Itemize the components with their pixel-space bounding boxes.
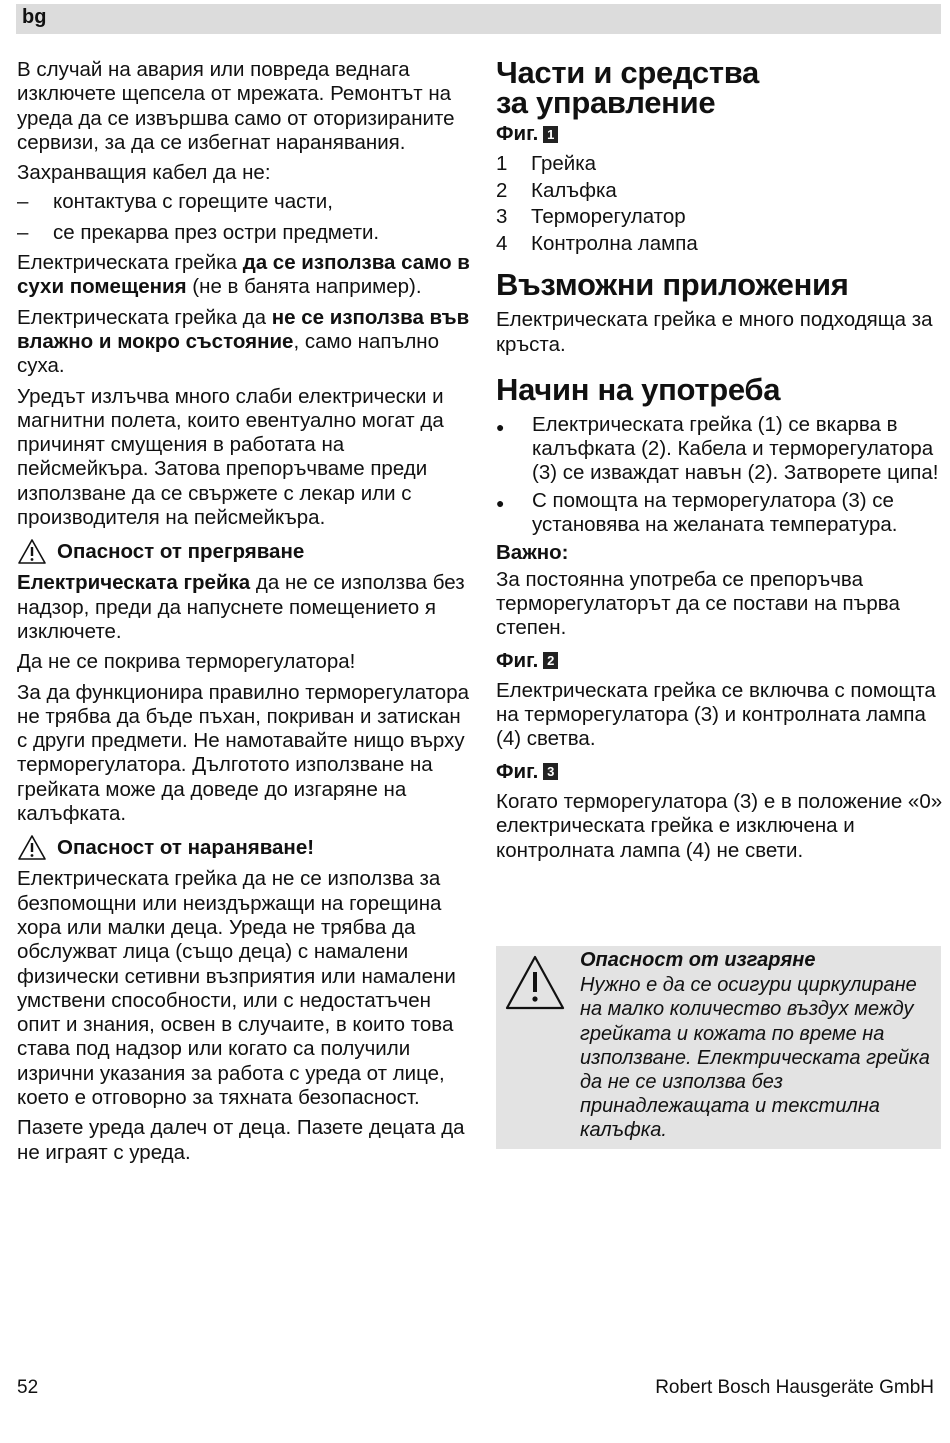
bullet-icon: ● — [496, 494, 505, 511]
language-bar — [16, 4, 941, 34]
warning-icon — [17, 538, 47, 565]
figure-number: 3 — [543, 763, 558, 780]
page-number: 52 — [17, 1377, 39, 1398]
section-heading: Части и средства за управление — [496, 55, 759, 120]
bullet-item: ● Електрическата грейка (1) се вкарва в калъфката (2). Кабела и терморегулатора (3) се изваждат навън (2). Затворете ципа! — [496, 412, 939, 485]
bullet-icon: ● — [496, 418, 505, 435]
warning-heading: Опасност от прегряване — [17, 538, 472, 565]
list-item: 3 Терморегулатор — [496, 205, 686, 229]
paragraph: Уредът излъчва много слаби електрически и магнитни полета, които евентуално могат да причинят смущения в работата на пейсмейкъра. Затова препоръчваме преди използване да се свържете с лекар или с производителя на пейсмейкъра. — [17, 384, 444, 530]
warning-heading: Опасност от нараняване! — [17, 834, 472, 861]
paragraph: Електрическата грейка да не се използва без надзор, преди да напуснете помещението я изключете. — [17, 571, 465, 643]
paragraph: За да функционира правилно терморегулатора не трябва да бъде пъхан, покриван и затискан с други предмети. Не намотавайте нищо върху терморегулатора. Дълготото използване на грейката може да доведе до изгаряне на калъфката. — [17, 680, 470, 826]
list-item: 2 Калъфка — [496, 178, 617, 202]
paragraph: Електрическата грейка е много подходяща за кръста. — [496, 308, 933, 356]
paragraph: Електрическата грейка се включва с помощта на терморегулатора (3) и контролната лампа (4) светва. — [496, 678, 936, 751]
paragraph: Електрическата грейка да се използва само в сухи помещения (не в банята например). — [17, 251, 470, 299]
parts-list — [496, 152, 944, 258]
paragraph: Пазете уреда далеч от деца. Пазете децата да не играят с уреда. — [17, 1116, 465, 1164]
language-code: bg — [22, 6, 47, 28]
list-item: 4 Контролна лампа — [496, 231, 698, 255]
burn-warning-box — [496, 946, 941, 1149]
paragraph: Да не се покрива терморегулатора! — [17, 650, 356, 674]
notice-title: Опасност от изгаряне — [580, 949, 816, 971]
dash-item: – контактува с горещите части, — [17, 190, 333, 214]
figure-ref: Фиг. 3 — [496, 760, 944, 784]
important-label: Важно: — [496, 541, 569, 565]
figure-ref: Фиг. 2 — [496, 649, 944, 673]
figure-number: 2 — [543, 652, 558, 669]
figure-number: 1 — [543, 126, 558, 143]
company-name: Robert Bosch Hausgeräte GmbH — [655, 1377, 934, 1398]
left-column — [17, 58, 472, 1171]
paragraph: Захранващия кабел да не: — [17, 161, 271, 185]
paragraph: В случай на авария или повреда веднага изключете щепсела от мрежата. Ремонтът на уреда да се извършва само от оторизираните сервизи, за да се избегнат наранявания. — [17, 58, 455, 154]
figure-ref: Фиг. 1 — [496, 122, 944, 146]
notice-text: Нужно е да се осигури циркулиране на малко количество въздух между грейката и кожата по време на използване. Електрическата грейка да не се използва без принадлежащата и текстилна калъфка. — [580, 974, 930, 1142]
bullet-item: ● С помощта на терморегулатора (3) се установява на желаната температура. — [496, 488, 898, 537]
paragraph: За постоянна употреба се препоръчва терморегулаторът да се постави на първа степен. — [496, 567, 900, 640]
dash-item: – се прекарва през остри предмети. — [17, 220, 380, 244]
warning-icon — [17, 834, 47, 861]
paragraph: Когато терморегулатора (3) е в положение «0» електрическата грейка е изключена и контролната лампа (4) не свети. — [496, 790, 943, 862]
warning-icon — [504, 954, 566, 1012]
paragraph: Електрическата грейка да не се използва във влажно и мокро състояние, само напълно суха. — [17, 305, 470, 378]
list-item: 1 Грейка — [496, 152, 597, 176]
section-heading: Възможни приложения — [496, 267, 849, 303]
section-heading: Начин на употреба — [496, 371, 781, 407]
right-column — [496, 55, 944, 869]
paragraph: Електрическата грейка да не се използва за безпомощни или неиздържащи на горещина хора или малки деца. Уреда не трябва да обслужват лица (също деца) с намалени физически сетивни възприятия или намалени умствени способности, или с недостатъчен опит и знания, освен в случаите, в които това става под надзор или когато са получили изрични указания за работа с уреда от лице, което е отговорно за тяхната безопасност. — [17, 867, 456, 1109]
